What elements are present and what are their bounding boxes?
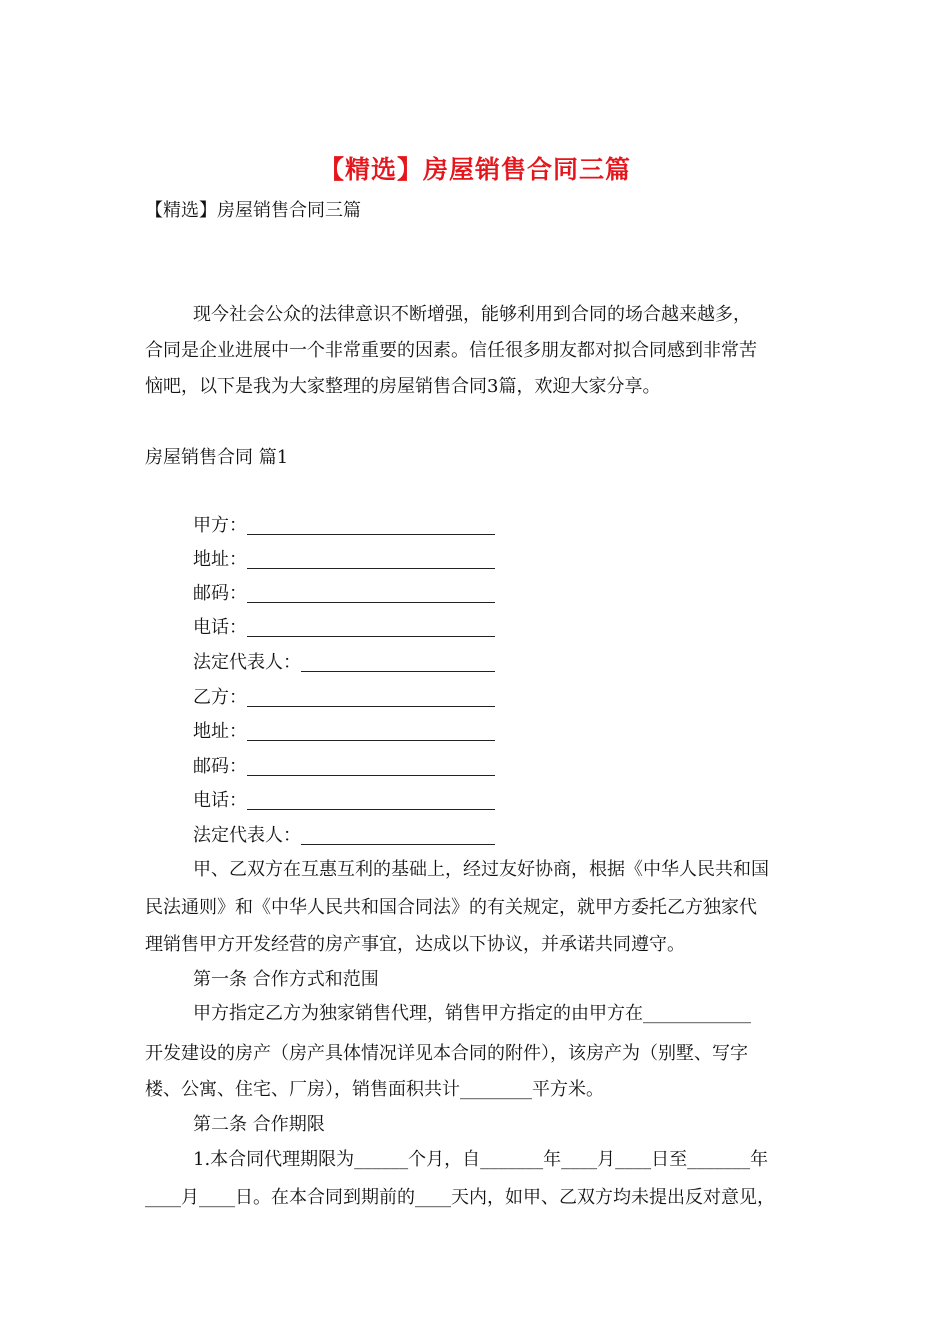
body-line: 开发建设的房产（房产具体情况详见本合同的附件），该房产为（别墅、写字 [145, 1043, 748, 1064]
document-title: 【精选】房屋销售合同三篇 [318, 155, 631, 184]
fill-in-blank [301, 822, 495, 845]
party-field [193, 750, 495, 784]
intro-line-3: 恼吧，以下是我为大家整理的房屋销售合同3篇，欢迎大家分享。 [145, 376, 661, 397]
body-line: 民法通则》和《中华人民共和国合同法》的有关规定，就甲方委托乙方独家代 [145, 897, 757, 918]
fill-in-blank [247, 787, 495, 810]
fill-in-blank [247, 753, 495, 776]
party-field [193, 784, 495, 818]
party-field [193, 646, 495, 680]
field-label: 电话： [193, 617, 247, 638]
field-label: 法定代表人： [193, 652, 301, 673]
field-label: 法定代表人： [193, 825, 301, 846]
field-label: 地址： [193, 549, 247, 570]
fill-in-blank [247, 684, 495, 707]
document-subtitle: 【精选】房屋销售合同三篇 [145, 200, 361, 221]
fill-in-blank [247, 580, 495, 603]
party-field [193, 543, 495, 577]
article-heading: 第二条 合作期限 [193, 1114, 325, 1135]
body-line: 理销售甲方开发经营的房产事宜，达成以下协议，并承诺共同遵守。 [145, 934, 685, 955]
body-line: ____月____日。在本合同到期前的____天内，如甲、乙双方均未提出反对意见， [145, 1187, 775, 1208]
field-label: 乙方： [193, 687, 247, 708]
body-line: 1.本合同代理期限为______个月，自_______年____月____日至_______年 [193, 1149, 769, 1170]
field-label: 邮码： [193, 756, 247, 777]
party-field [193, 715, 495, 749]
party-field [193, 819, 495, 853]
party-field [193, 611, 495, 645]
field-label: 邮码： [193, 583, 247, 604]
fill-in-blank [247, 512, 495, 535]
field-label: 地址： [193, 721, 247, 742]
field-label: 甲方： [193, 515, 247, 536]
intro-line-2: 合同是企业进展中一个非常重要的因素。信任很多朋友都对拟合同感到非常苦 [145, 340, 757, 361]
body-line: 楼、公寓、住宅、厂房），销售面积共计________平方米。 [145, 1079, 604, 1100]
fill-in-blank [247, 718, 495, 741]
party-field [193, 509, 495, 543]
fill-in-blank [247, 546, 495, 569]
fill-in-blank [247, 614, 495, 637]
section-heading: 房屋销售合同 篇1 [145, 447, 289, 468]
intro-line-1: 现今社会公众的法律意识不断增强，能够利用到合同的场合越来越多， [193, 304, 751, 325]
party-field [193, 681, 495, 715]
fill-in-blank [301, 649, 495, 672]
body-line: 甲、乙双方在互惠互利的基础上，经过友好协商，根据《中华人民共和国 [193, 859, 769, 880]
body-line: 甲方指定乙方为独家销售代理，销售甲方指定的由甲方在____________ [193, 1003, 751, 1024]
party-field [193, 577, 495, 611]
field-label: 电话： [193, 790, 247, 811]
article-heading: 第一条 合作方式和范围 [193, 969, 379, 990]
